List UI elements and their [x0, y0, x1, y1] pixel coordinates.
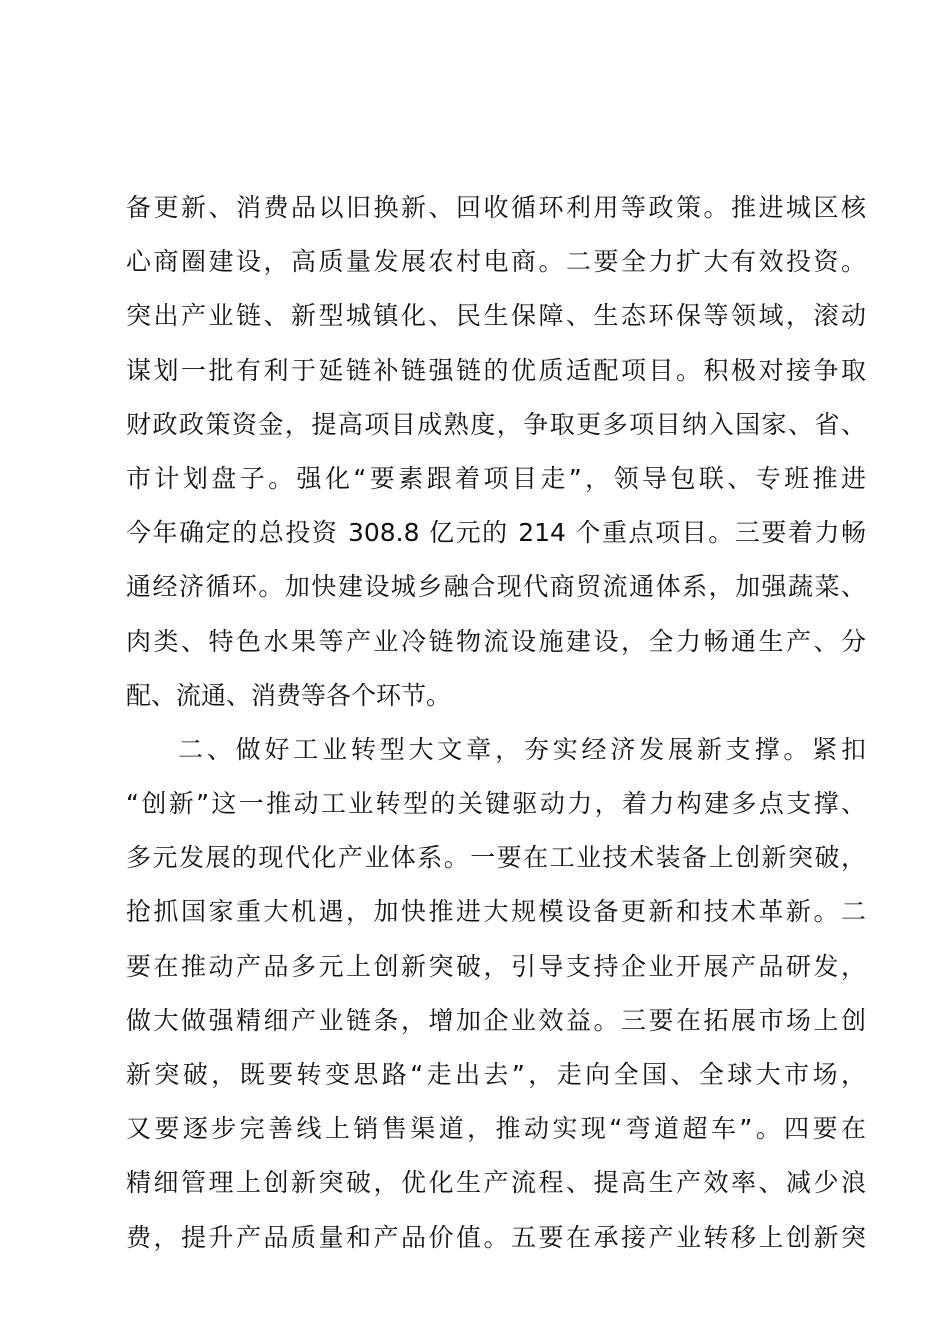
body-line: 又要逐步完善线上销售渠道，推动实现“弯道超车”。四要在 [126, 1114, 866, 1144]
body-line: 多元发展的现代化产业体系。一要在工业技术装备上创新突破， [126, 843, 866, 873]
body-line: 肉类、特色水果等产业冷链物流设施建设，全力畅通生产、分 [126, 626, 866, 656]
body-line: 谋划一批有利于延链补链强链的优质适配项目。积极对接争取 [126, 355, 866, 385]
body-line: 财政政策资金，提高项目成熟度，争取更多项目纳入国家、省、 [126, 409, 866, 439]
body-line: 突出产业链、新型城镇化、民生保障、生态环保等领域，滚动 [126, 301, 866, 331]
body-line: 通经济循环。加快建设城乡融合现代商贸流通体系，加强蔬菜、 [126, 572, 866, 602]
body-line: 市计划盘子。强化“要素跟着项目走”，领导包联、专班推进 [126, 463, 866, 493]
body-line: 抢抓国家重大机遇，加快推进大规模设备更新和技术革新。二 [126, 897, 866, 927]
body-line: “创新”这一推动工业转型的关键驱动力，着力构建多点支撑、 [126, 789, 866, 819]
body-line: 要在推动产品多元上创新突破，引导支持企业开展产品研发， [126, 951, 866, 981]
section-heading-line [126, 723, 866, 777]
section-heading: 二、做好工业转型大文章，夯实经济发展新支撑。 [178, 734, 813, 764]
document-body [126, 181, 866, 1265]
body-line: 新突破，既要转变思路“走出去”，走向全国、全球大市场， [126, 1060, 866, 1089]
paragraph-end-line: 配、流通、消费等各个环节。 [126, 680, 452, 710]
body-line: 做大做强精细产业链条，增加企业效益。三要在拓展市场上创 [126, 1005, 866, 1035]
body-line: 备更新、消费品以旧换新、回收循环利用等政策。推进城区核 [126, 193, 866, 222]
body-line: 费，提升产品质量和产品价值。五要在承接产业转移上创新突 [126, 1222, 866, 1252]
body-line: 今年确定的总投资 308.8 亿元的 214 个重点项目。三要着力畅 [126, 518, 866, 548]
body-line: 心商圈建设，高质量发展农村电商。二要全力扩大有效投资。 [126, 247, 866, 277]
body-line: 精细管理上创新突破，优化生产流程、提高生产效率、减少浪 [126, 1168, 866, 1198]
section-heading-tail: 紧扣 [812, 734, 866, 764]
